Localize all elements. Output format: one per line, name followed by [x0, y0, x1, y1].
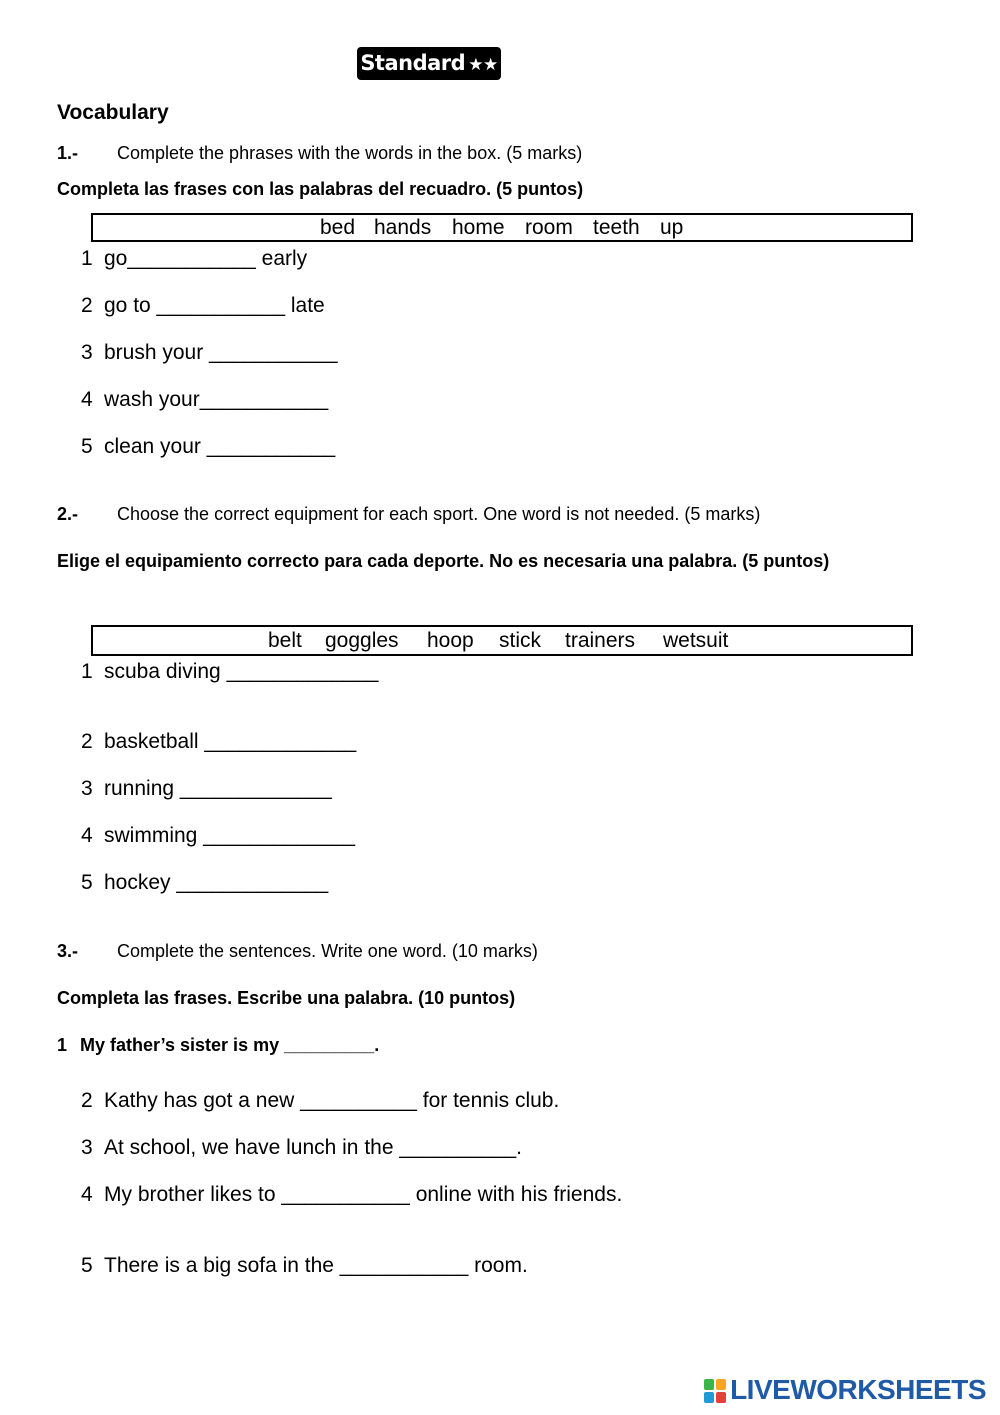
- q1-word: teeth: [593, 216, 640, 239]
- q2-word: hoop: [427, 629, 474, 652]
- q2-item-text: scuba diving _____________: [104, 660, 379, 683]
- q2-item-text: swimming _____________: [104, 824, 356, 847]
- liveworksheets-logo[interactable]: [704, 1374, 986, 1406]
- q1-item[interactable]: [81, 341, 338, 365]
- q3-instruction-es: Completa las frases. Escribe una palabra. (10 puntos): [57, 988, 516, 1008]
- q3-item-number: 5: [81, 1254, 93, 1277]
- q3-item-text: My brother likes to ___________ online with his friends.: [104, 1183, 623, 1206]
- q2-number: 2.-: [57, 504, 79, 524]
- q3-item-number: 3: [81, 1136, 93, 1159]
- q1-instruction-es: Completa las frases con las palabras del recuadro. (5 puntos): [57, 179, 584, 199]
- liveworksheets-icon: [704, 1379, 728, 1405]
- q3-item-number: 2: [81, 1089, 93, 1112]
- q3-item-number: 1: [57, 1035, 68, 1055]
- q1-word: room: [525, 216, 573, 239]
- q3-instruction-en: Complete the sentences. Write one word. (10 marks): [117, 941, 538, 961]
- q2-word: wetsuit: [663, 629, 729, 652]
- logo-text: LIVEWORKSHEETS: [730, 1374, 986, 1405]
- q2-item[interactable]: [81, 824, 355, 848]
- level-badge: [357, 47, 501, 80]
- q2-item[interactable]: [81, 660, 378, 684]
- q2-item[interactable]: [81, 777, 332, 801]
- q2-instruction-en: Choose the correct equipment for each sport. One word is not needed. (5 marks): [117, 504, 761, 524]
- badge-stars: ★★: [468, 55, 498, 75]
- q1-item-number: 2: [81, 294, 93, 317]
- q2-item[interactable]: [81, 730, 356, 754]
- q2-item-number: 1: [81, 660, 93, 683]
- q1-number: 1.-: [57, 143, 79, 163]
- q3-number: 3.-: [57, 941, 79, 961]
- q3-item[interactable]: [81, 1136, 522, 1160]
- q2-item-number: 5: [81, 871, 93, 894]
- q1-item[interactable]: [81, 294, 325, 318]
- q2-word: belt: [268, 629, 302, 652]
- q1-item-text: brush your ___________: [104, 341, 338, 364]
- q2-item-text: basketball _____________: [104, 730, 357, 753]
- q2-item-number: 2: [81, 730, 93, 753]
- q1-item-text: go___________ early: [104, 247, 308, 270]
- badge-label: Standard: [360, 51, 466, 75]
- q2-word: goggles: [325, 629, 399, 652]
- q1-word: up: [660, 216, 684, 239]
- q1-item-number: 3: [81, 341, 93, 364]
- q1-item[interactable]: [81, 435, 335, 459]
- q1-item[interactable]: [81, 247, 307, 271]
- q1-item[interactable]: [81, 388, 328, 412]
- q1-item-text: go to ___________ late: [104, 294, 325, 317]
- q3-item[interactable]: [81, 1089, 559, 1113]
- q3-item-text: At school, we have lunch in the __________.: [104, 1136, 522, 1159]
- q2-instruction-es: Elige el equipamiento correcto para cada deporte. No es necesaria una palabra. (5 puntos): [57, 551, 830, 571]
- q1-word: hands: [374, 216, 432, 239]
- q1-word-box: [91, 213, 913, 242]
- q2-item-number: 4: [81, 824, 93, 847]
- q1-word: home: [452, 216, 505, 239]
- q3-item-text: There is a big sofa in the ___________ room.: [104, 1254, 528, 1277]
- q2-item-text: hockey _____________: [104, 871, 329, 894]
- q1-item-number: 5: [81, 435, 93, 458]
- q2-item[interactable]: [81, 871, 328, 895]
- q3-item[interactable]: [57, 1035, 379, 1056]
- q2-word-box: [91, 625, 913, 656]
- q3-item[interactable]: [81, 1183, 622, 1207]
- q2-item-number: 3: [81, 777, 93, 800]
- q1-item-number: 4: [81, 388, 93, 411]
- q1-instruction-en: Complete the phrases with the words in the box. (5 marks): [117, 143, 583, 163]
- q1-word: bed: [320, 216, 356, 239]
- q1-item-number: 1: [81, 247, 93, 270]
- q3-item[interactable]: [81, 1254, 528, 1278]
- q2-word: stick: [499, 629, 541, 652]
- section-title: Vocabulary: [57, 101, 169, 124]
- q1-item-text: clean your ___________: [104, 435, 336, 458]
- q3-item-text: Kathy has got a new __________ for tennis club.: [104, 1089, 560, 1112]
- q2-item-text: running _____________: [104, 777, 332, 800]
- q2-word: trainers: [565, 629, 636, 652]
- q3-item-number: 4: [81, 1183, 93, 1206]
- q1-item-text: wash your___________: [104, 388, 329, 411]
- q3-item-text: My father’s sister is my _________.: [80, 1035, 380, 1055]
